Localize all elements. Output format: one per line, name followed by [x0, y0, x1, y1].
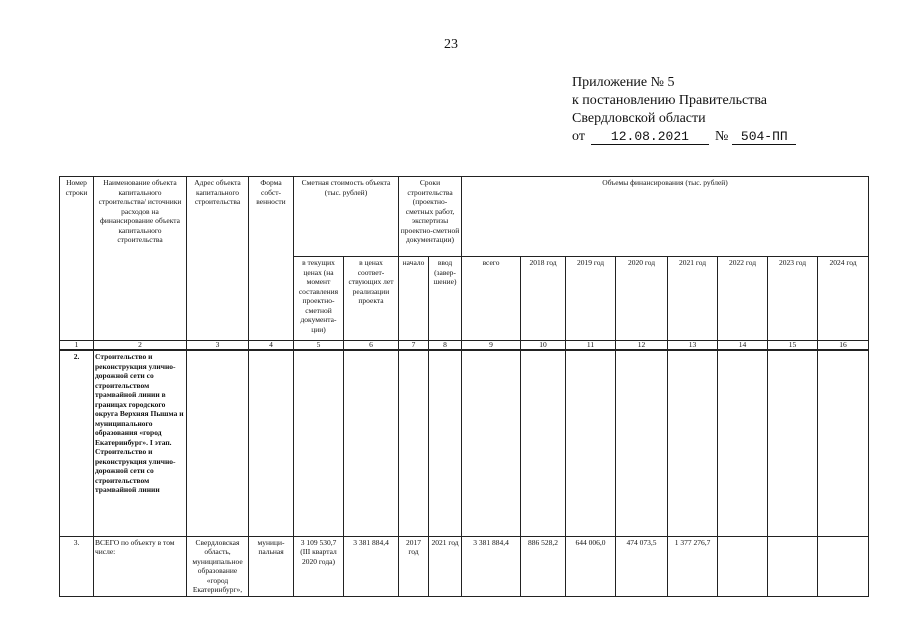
header-row-1: [60, 177, 869, 257]
appendix-header: [572, 74, 796, 146]
header-2018: 2018 год: [521, 257, 566, 341]
cost-years: 3 381 884,4: [344, 536, 399, 596]
column-number: 5: [294, 341, 344, 351]
column-number: 4: [249, 341, 294, 351]
header-2024: 2024 год: [818, 257, 869, 341]
header-start: начало: [399, 257, 429, 341]
header-address: Адрес объекта капитального строительства: [187, 177, 249, 341]
column-number: 8: [429, 341, 462, 351]
column-number: 2: [94, 341, 187, 351]
header-estimated-cost: Сметная стоимость объекта (тыс. рублей): [294, 177, 399, 257]
header-cost-years: в ценах соответ-ствующих лет реализации проекта: [344, 257, 399, 341]
finance-2021: 1 377 276,7: [668, 536, 718, 596]
financing-table: [59, 176, 869, 597]
column-number: 6: [344, 341, 399, 351]
column-number: 12: [616, 341, 668, 351]
finance-2019: 644 006,0: [566, 536, 616, 596]
header-ownership: Форма собст-венности: [249, 177, 294, 341]
column-number: 7: [399, 341, 429, 351]
header-2019: 2019 год: [566, 257, 616, 341]
column-number: 16: [818, 341, 869, 351]
header-2022: 2022 год: [718, 257, 768, 341]
resolution-date: 12.08.2021: [591, 130, 709, 145]
appendix-line-2: к постановлению Правительства: [572, 93, 768, 108]
finance-2024: [818, 536, 869, 596]
column-number: 14: [718, 341, 768, 351]
finance-total: 3 381 884,4: [462, 536, 521, 596]
commission-year: 2021 год: [429, 536, 462, 596]
column-number: 1: [60, 341, 94, 351]
row-number: 2.: [60, 350, 94, 536]
row-number: 3.: [60, 536, 94, 596]
header-2023: 2023 год: [768, 257, 818, 341]
column-number: 13: [668, 341, 718, 351]
header-object-name: Наименование объекта капитального строительства/ источники расходов на финансирование объекта капитального строительства: [94, 177, 187, 341]
finance-2022: [718, 536, 768, 596]
object-address: Свердловская область, муниципальное образование «город Екатеринбург»,: [187, 536, 249, 596]
header-row-number: Номер строки: [60, 177, 94, 341]
finance-2023: [768, 536, 818, 596]
header-construction-terms: Сроки строительства (проектно-сметных работ, экспертизы проектно-сметной документации): [399, 177, 462, 257]
header-financing-volumes: Объемы финансирования (тыс. рублей): [462, 177, 869, 257]
column-number: 3: [187, 341, 249, 351]
column-number-row: [60, 341, 869, 351]
table-row: [60, 536, 869, 596]
column-number: 15: [768, 341, 818, 351]
from-label: от: [572, 129, 585, 144]
finance-2018: 886 528,2: [521, 536, 566, 596]
object-name: ВСЕГО по объекту в том числе:: [94, 536, 187, 596]
appendix-title: Приложение № 5: [572, 75, 675, 90]
header-cost-current: в текущих ценах (на момент составления проектно-сметной документа-ции): [294, 257, 344, 341]
column-number: 10: [521, 341, 566, 351]
number-label: №: [714, 129, 729, 144]
resolution-number: 504-ПП: [732, 130, 796, 145]
column-number: 11: [566, 341, 616, 351]
column-number: 9: [462, 341, 521, 351]
finance-2020: 474 073,5: [616, 536, 668, 596]
header-commission: ввод (завер-шение): [429, 257, 462, 341]
appendix-line-3: Свердловской области: [572, 111, 706, 126]
object-name: Строительство и реконструкция улично-дорожной сети со строительством трамвайной линии в границах городского округа Верхняя Пышма и муниципального образования «город Екатеринбург». I этап. Строительство и реконструкция улично-дорожной сети со строительством трамвайной линии: [94, 350, 187, 536]
ownership-form: муници-пальная: [249, 536, 294, 596]
start-year: 2017 год: [399, 536, 429, 596]
table-row: [60, 350, 869, 536]
cost-current: 3 109 530,7 (III квартал 2020 года): [294, 536, 344, 596]
header-2020: 2020 год: [616, 257, 668, 341]
header-total: всего: [462, 257, 521, 341]
page-number: 23: [444, 37, 458, 52]
header-2021: 2021 год: [668, 257, 718, 341]
resolution-reference: [572, 128, 796, 146]
